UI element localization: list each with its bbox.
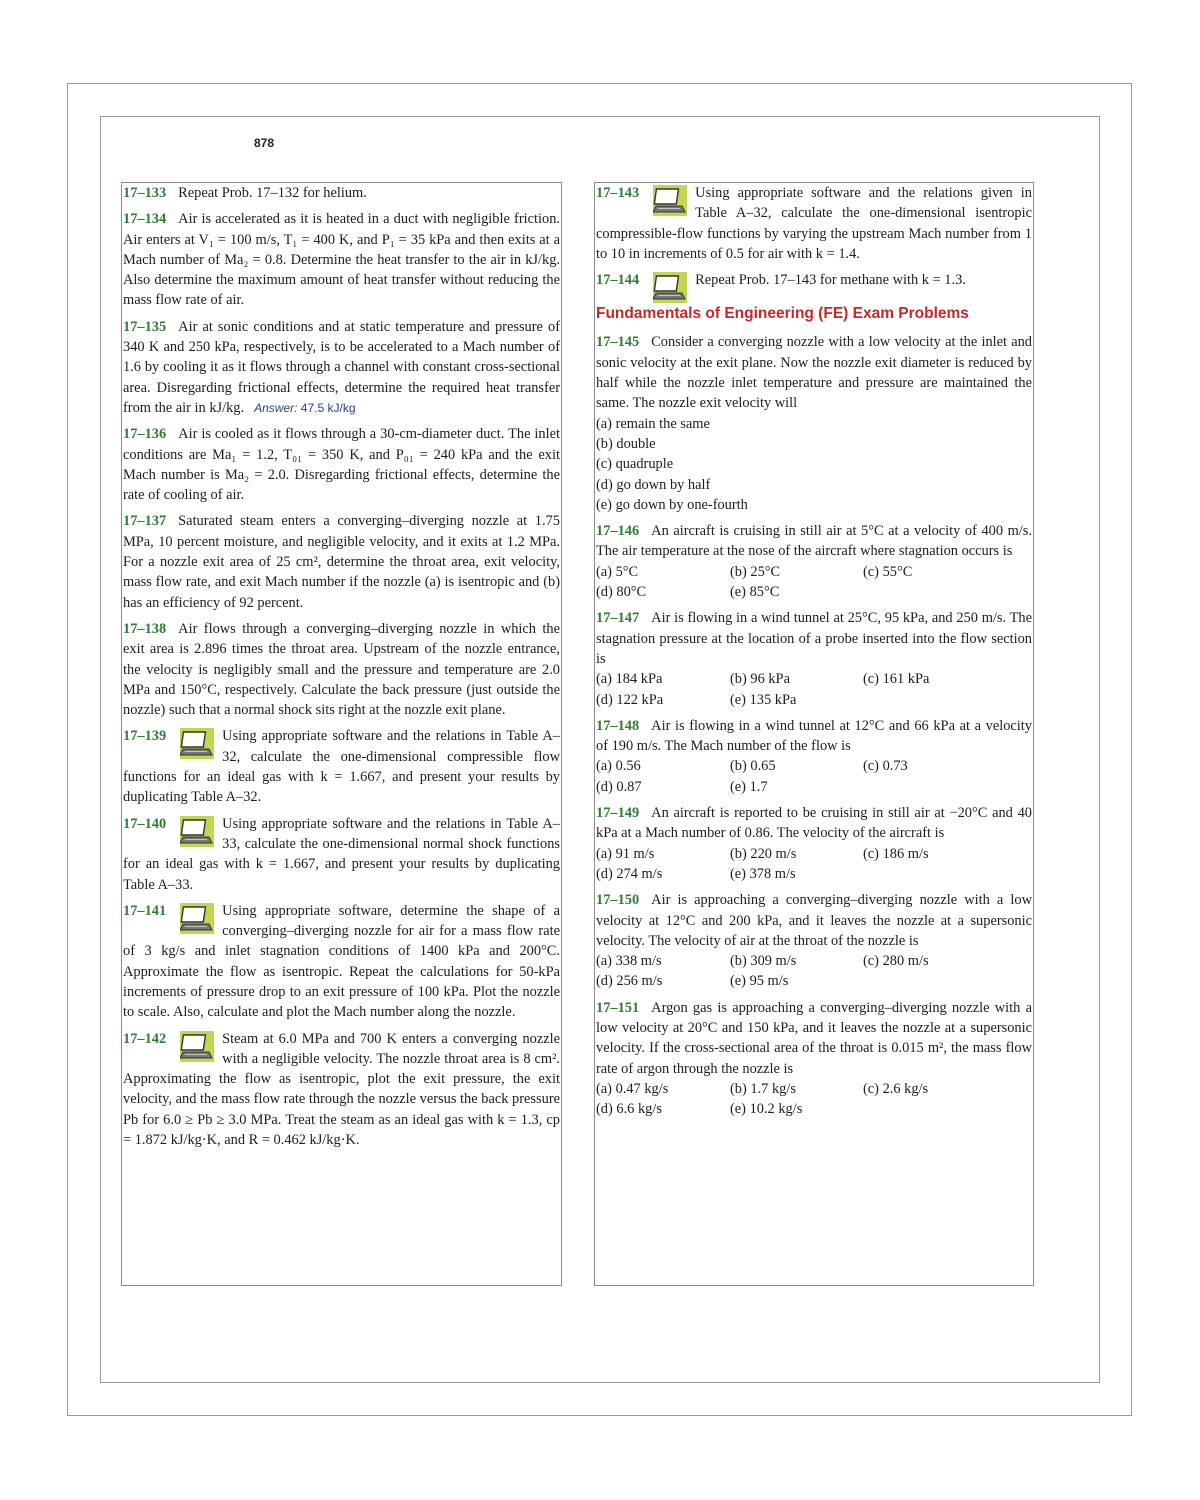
answer-choice: (e) 135 kPa (730, 691, 797, 708)
problem-text: Consider a converging nozzle with a low velocity at the inlet and sonic velocity at the exit plane. Now the nozzle exit diameter is reduced by half while the nozzle inlet temperature and pressure are maintained the same. The nozzle exit velocity will (596, 334, 1032, 412)
answer-value: 47.5 kJ/kg (297, 400, 356, 415)
problem-number: 17–141 (123, 902, 167, 919)
problem-number: 17–142 (123, 1030, 167, 1047)
answer-choice: (c) 186 m/s (863, 845, 929, 862)
answer-choice: (e) 85°C (730, 584, 780, 601)
problem-item (596, 890, 1032, 991)
answer-choice: (b) 309 m/s (730, 953, 797, 970)
answer-choice: (c) 55°C (863, 563, 913, 580)
answer-choices (596, 756, 1032, 797)
problem-number: 17–150 (596, 892, 640, 909)
answer-choice: (d) 122 kPa (596, 691, 664, 708)
problem-text: An aircraft is cruising in still air at 5°C at a velocity of 400 m/s. The air temperature at the nose of the aircraft where stagnation occurs is (596, 523, 1032, 560)
fe-problems (596, 332, 1032, 1119)
problem-text: Using appropriate software, determine the shape of a converging–diverging nozzle for air for a mass flow rate of 3 kg/s and inlet stagnation conditions of 1400 kPa and 200°C. Approximate the flow as isentropic. Repeat the calculations for 50-kPa increments of pressure drop to an exit pressure of 100 kPa. Plot the nozzle to scale. Also, calculate and plot the Mach number along the nozzle. (123, 902, 560, 1021)
problem-text: Air is accelerated as it is heated in a duct with negligible friction. Air enters at V₁ = 100 m/s, T₁ = 400 K, and P₁ = 35 kPa and then exits at a Mach number of Ma₂ = 0.8. Determine the heat transfer to the air in kJ/kg. Also determine the maximum amount of heat transfer without reducing the mass flow rate of air. (123, 211, 560, 309)
problem-number: 17–136 (123, 426, 167, 443)
problem-number: 17–148 (596, 717, 640, 734)
answer-choice: (a) 0.47 kg/s (596, 1080, 669, 1097)
right-column (594, 182, 1034, 1286)
problem-text: Air flows through a converging–diverging nozzle in which the exit area is 2.896 times the throat area. Upstream of the nozzle entrance, the velocity is negligibly small and the pressure and temperature are 2.0 MPa and 150°C, respectively. Calculate the back pressure (just outside the nozzle) such that a normal shock sits right at the nozzle exit plane. (123, 620, 560, 719)
answer-choice: (b) 96 kPa (730, 671, 790, 688)
problem-number: 17–149 (596, 805, 640, 822)
problem-number: 17–134 (123, 211, 167, 228)
answer-choices (596, 669, 1032, 710)
problem-text: Air is approaching a converging–diverging nozzle with a low velocity at 12°C and 200 kPa, and it leaves the nozzle at a supersonic velocity. The velocity of air at the throat of the nozzle is (596, 892, 1032, 949)
problem-item (123, 424, 560, 505)
answer-choice: (e) go down by one-fourth (596, 496, 748, 513)
problem-item (596, 803, 1032, 884)
answer-choice: (b) 25°C (730, 563, 781, 580)
problem-item (123, 317, 560, 418)
problem-number: 17–147 (596, 610, 640, 627)
problem-item (596, 332, 1032, 515)
computer-icon (180, 816, 214, 847)
problem-text: Steam at 6.0 MPa and 700 K enters a converging nozzle with a negligible velocity. The nozzle throat area is 8 cm². Approximating the flow as isentropic, plot the exit pressure, the exit velocity, and the mass flow rate through the nozzle versus the back pressure Pb for 6.0 ≥ Pb ≥ 3.0 MPa. Treat the steam as an ideal gas with k = 1.3, cp = 1.872 kJ/kg·K, and R = 0.462 kJ/kg·K. (123, 1030, 560, 1149)
problem-number: 17–146 (596, 523, 640, 540)
problem-text: Using appropriate software and the relations in Table A–32, calculate the one-dimensional compressible flow functions for an ideal gas with k = 1.667, and present your results by duplicating Table A–32. (123, 728, 560, 806)
answer-choice: (d) go down by half (596, 476, 711, 493)
computer-icon (180, 728, 214, 759)
problem-item (596, 608, 1032, 709)
answer-choice: (c) 280 m/s (863, 953, 929, 970)
problem-item (596, 716, 1032, 797)
problem-item (123, 209, 560, 310)
problem-number: 17–138 (123, 620, 167, 637)
answer-choice: (b) 1.7 kg/s (730, 1080, 796, 1097)
answer-choice: (d) 274 m/s (596, 865, 663, 882)
answer-choice: (d) 80°C (596, 584, 647, 601)
answer-choice: (c) 2.6 kg/s (863, 1080, 929, 1097)
answer-choice: (d) 0.87 (596, 778, 642, 795)
problem-number: 17–135 (123, 318, 167, 335)
answer-choice: (b) double (596, 435, 656, 452)
problem-text: Air is cooled as it flows through a 30-cm-diameter duct. The inlet conditions are Ma₁ = 1.2, T₀₁ = 350 K, and P₀₁ = 240 kPa and the exit Mach number is Ma₂ = 2.0. Disregarding frictional effects, determine the rate of cooling of air. (123, 426, 560, 504)
answer-choice: (c) 0.73 (863, 758, 908, 775)
answer-choice: (b) 220 m/s (730, 845, 797, 862)
problem-item (123, 726, 560, 807)
answer-choice: (a) remain the same (596, 415, 710, 432)
answer-choice: (e) 10.2 kg/s (730, 1101, 803, 1118)
answer-choices (596, 951, 1032, 992)
problem-item (123, 901, 560, 1023)
problem-text: Air is flowing in a wind tunnel at 25°C, 95 kPa, and 250 m/s. The stagnation pressure at the location of a probe inserted into the flow section is (596, 610, 1032, 667)
answer-choice: (a) 5°C (596, 563, 639, 580)
software-problems (596, 183, 1032, 290)
section-heading: Fundamentals of Engineering (FE) Exam Problems (596, 305, 969, 323)
problem-item (123, 511, 560, 612)
answer-choices (596, 562, 1032, 603)
problem-item (123, 619, 560, 720)
answer-choice: (a) 184 kPa (596, 671, 663, 688)
answer-choice: (d) 256 m/s (596, 973, 663, 990)
problem-item (596, 521, 1032, 602)
problem-text: Repeat Prob. 17–132 for helium. (178, 185, 367, 201)
problem-item (123, 814, 560, 895)
answer-choice: (d) 6.6 kg/s (596, 1101, 662, 1118)
problem-text: Repeat Prob. 17–143 for methane with k = 1.3. (695, 272, 966, 289)
computer-icon (653, 185, 687, 216)
problem-number: 17–143 (596, 185, 640, 201)
problem-text: Saturated steam enters a converging–diverging nozzle at 1.75 MPa, 10 percent moisture, and negligible velocity, and it exits at 1.2 MPa. For a nozzle exit area of 25 cm², determine the throat area, exit velocity, mass flow rate, and exit Mach number if the nozzle (a) is isentropic and (b) has an efficiency of 92 percent. (123, 513, 560, 611)
problem-number: 17–140 (123, 815, 167, 832)
problem-number: 17–139 (123, 728, 167, 745)
computer-icon (180, 903, 214, 934)
answer-choices (596, 844, 1032, 885)
problem-text: Air at sonic conditions and at static temperature and pressure of 340 K and 250 kPa, respectively, is to be accelerated to a Mach number of 1.6 by cooling it as it flows through a channel with constant cross-sectional area. Disregarding frictional effects, determine the required heat transfer from the air in kJ/kg. (123, 318, 560, 416)
page-number: 878 (254, 136, 275, 150)
answer-choice: (a) 338 m/s (596, 953, 662, 970)
answer-choice: (a) 0.56 (596, 758, 641, 775)
problem-number: 17–151 (596, 999, 640, 1016)
left-column (121, 182, 562, 1286)
problem-text: An aircraft is reported to be cruising in still air at −20°C and 40 kPa at a Mach number of 0.86. The velocity of the aircraft is (596, 805, 1032, 842)
answer-choice: (e) 95 m/s (730, 973, 789, 990)
problem-item (596, 183, 1032, 264)
answer-choice: (e) 378 m/s (730, 865, 796, 882)
problem-text: Using appropriate software and the relations in Table A–33, calculate the one-dimensional normal shock functions for an ideal gas with k = 1.667, and present your results by duplicating Table A–33. (123, 815, 560, 893)
answer-choice: (c) 161 kPa (863, 671, 930, 688)
problem-number: 17–137 (123, 513, 167, 530)
problem-text: Air is flowing in a wind tunnel at 12°C and 66 kPa at a velocity of 190 m/s. The Mach number of the flow is (596, 717, 1032, 755)
answer-choice: (a) 91 m/s (596, 845, 655, 862)
problem-text: Argon gas is approaching a converging–diverging nozzle with a low velocity at 20°C and 150 kPa, and it leaves the nozzle at a supersonic velocity. If the cross-sectional area of the throat is 0.015 m², the mass flow rate of argon through the nozzle is (596, 999, 1032, 1077)
computer-icon (180, 1031, 214, 1062)
computer-icon (653, 272, 687, 303)
answer-label: Answer: (254, 400, 298, 415)
problem-text: Using appropriate software and the relations given in Table A–32, calculate the one-dimensional isentropic compressible-flow functions by varying the upstream Mach number from 1 to 10 in increments of 0.5 for air with k = 1.4. (596, 185, 1032, 262)
problem-number: 17–145 (596, 334, 640, 351)
problem-item (123, 183, 560, 203)
problem-item (123, 1029, 560, 1151)
answer-choices (596, 1079, 1032, 1120)
answer-choices (596, 414, 1032, 515)
problem-number: 17–133 (123, 185, 167, 201)
problem-item (596, 270, 1032, 290)
answer-choice: (e) 1.7 (730, 778, 768, 795)
problem-number: 17–144 (596, 272, 640, 289)
answer-choice: (c) quadruple (596, 456, 674, 473)
answer-choice: (b) 0.65 (730, 758, 776, 775)
problem-item (596, 998, 1032, 1120)
